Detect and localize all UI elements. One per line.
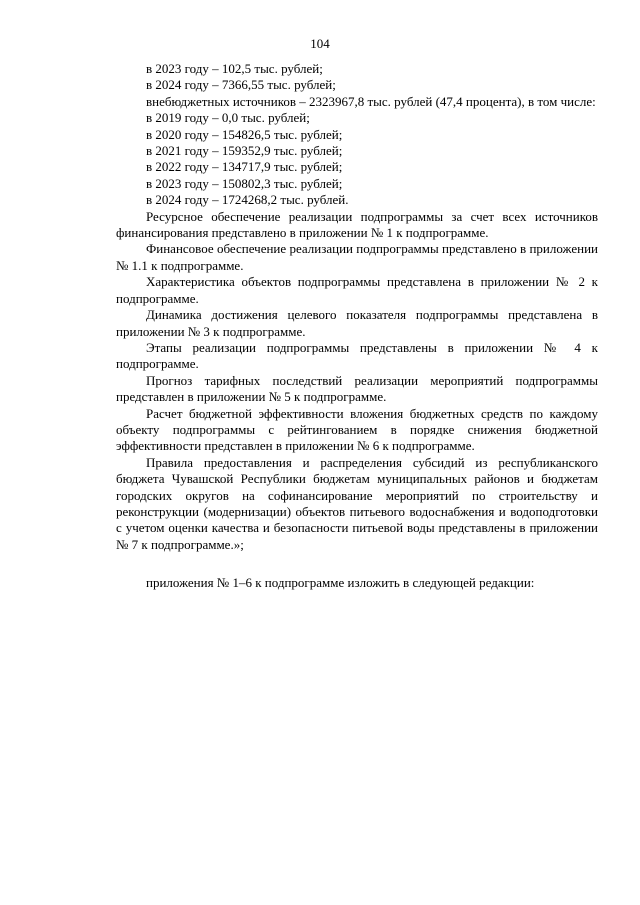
paragraph-subsidy-rules: Правила предоставления и распределения субсидий из республиканского бюджета Чувашской Республики бюджетам муниципальных районов и бюджетам городских округов на софинансирование мероприятий по строительству и реконструкции (модернизации) объектов питьевого водоснабжения и водоподготовки с учетом оценки качества и безопасности питьевой воды представлены в приложении № 7 к подпрограмме.»; xyxy=(116,454,598,552)
extra-budget-2023: в 2023 году – 150802,3 тыс. рублей; xyxy=(146,175,343,191)
closing-paragraph: приложения № 1–6 к подпрограмме изложить в следующей редакции: xyxy=(146,575,535,591)
document-body xyxy=(116,61,598,592)
extra-budget-2020: в 2020 году – 154826,5 тыс. рублей; xyxy=(146,126,343,142)
funding-line-2023: в 2023 году – 102,5 тыс. рублей; xyxy=(146,61,323,76)
extra-budget-2024: в 2024 году – 1724268,2 тыс. рублей. xyxy=(146,192,349,208)
paragraph-financial-provision: Финансовое обеспечение реализации подпрограммы представлено в приложении № 1.1 к подпрограмме. xyxy=(116,241,598,273)
extra-budget-2022: в 2022 году – 134717,9 тыс. рублей; xyxy=(146,159,343,175)
extra-budget-2019: в 2019 году – 0,0 тыс. рублей; xyxy=(146,110,310,126)
paragraph-tariff-forecast: Прогноз тарифных последствий реализации мероприятий подпрограммы представлен в приложении № 5 к подпрограмме. xyxy=(116,372,598,405)
extra-budget-2021: в 2021 году – 159352,9 тыс. рублей; xyxy=(146,143,343,159)
paragraph-implementation-stages: Этапы реализации подпрограммы представлены в приложении № 4 к подпрограмме. xyxy=(116,339,598,372)
paragraph-target-dynamics: Динамика достижения целевого показателя подпрограммы представлена в приложении № 3 к подпрограмме. xyxy=(116,307,598,339)
paragraph-objects-characteristics: Характеристика объектов подпрограммы представлена в приложении № 2 к подпрограмме. xyxy=(116,274,598,306)
paragraph-budget-efficiency: Расчет бюджетной эффективности вложения бюджетных средств по каждому объекту подпрограммы с рейтингованием в порядке снижения бюджетной эффективности представлен в приложении № 6 к подпрограмме. xyxy=(116,405,598,454)
funding-line-2024: в 2024 году – 7366,55 тыс. рублей; xyxy=(146,77,336,93)
paragraph-resource-provision: Ресурсное обеспечение реализации подпрограммы за счет всех источников финансирования представлено в приложении № 1 к подпрограмме. xyxy=(116,208,598,241)
paragraph-gap xyxy=(116,553,598,575)
page-number: 104 xyxy=(310,36,330,51)
extra-budget-paragraph: внебюджетных источников – 2323967,8 тыс. рублей (47,4 процента), в том числе: xyxy=(146,93,596,109)
